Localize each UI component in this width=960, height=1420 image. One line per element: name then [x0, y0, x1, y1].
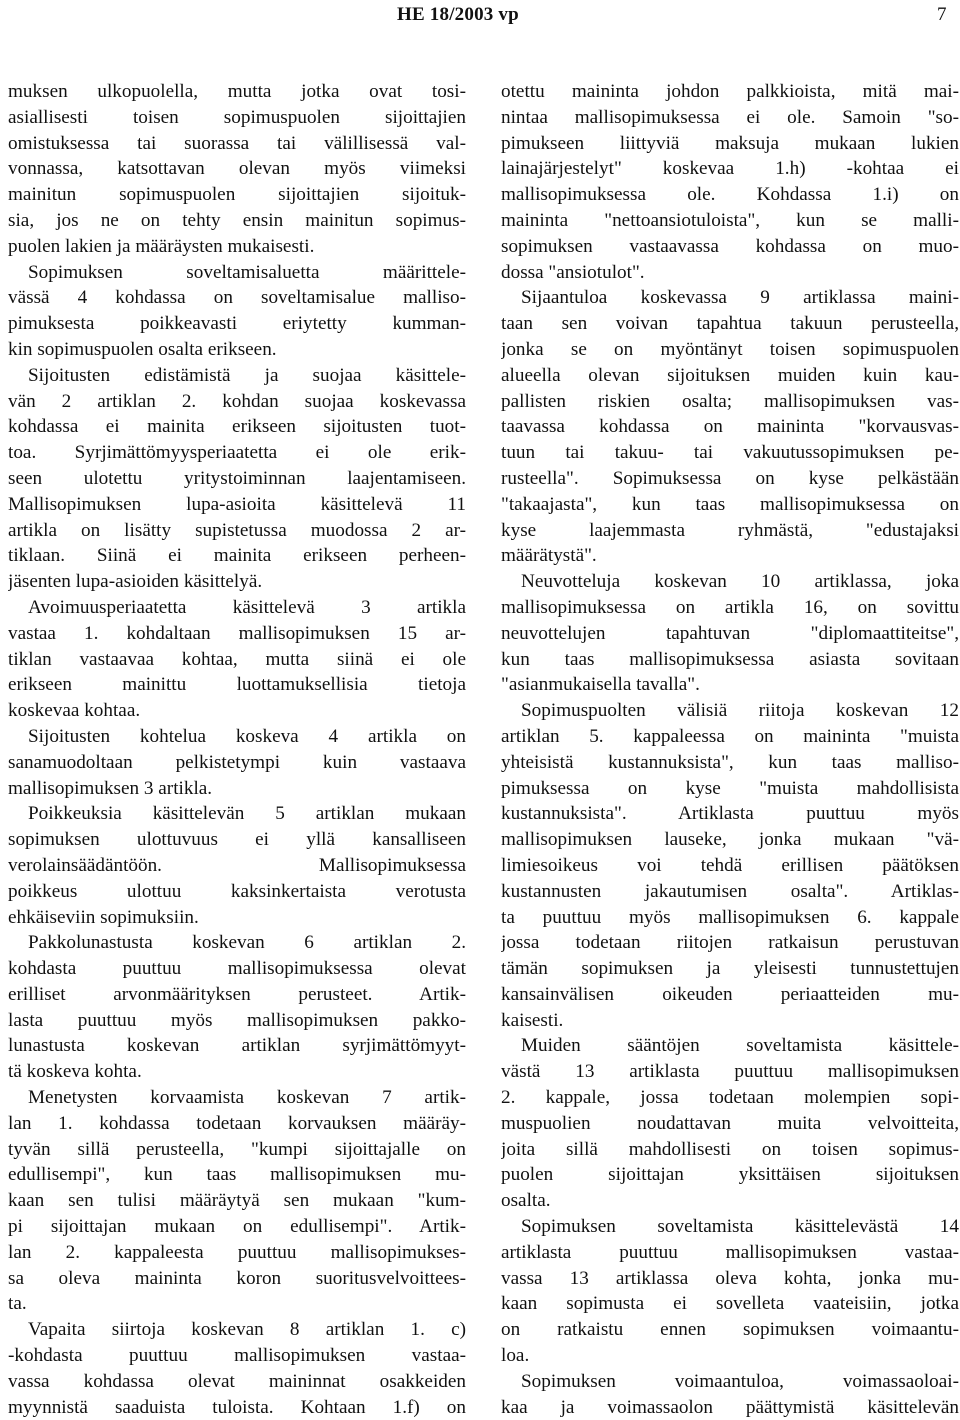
text-line: pimuksesta poikkeavasti eriytetty kumman-: [8, 313, 466, 335]
text-line: kohdassa ei mainita erikseen sijoitusten tuot-: [8, 416, 466, 438]
text-line: Sijoitusten kohtelua koskeva 4 artikla on: [28, 725, 466, 747]
document-id: HE 18/2003 vp: [397, 4, 519, 25]
text-line: mainitun sopimuspuolen sijoittajien sijoituk-: [8, 184, 466, 206]
text-line: ehkäiseviin sopimuksiin.: [8, 906, 199, 928]
text-line: seen ulotettu yritystoiminnan laajentamiseen.: [8, 467, 466, 489]
text-line: puolen lakien ja määräysten mukaisesti.: [8, 235, 315, 257]
text-line: rusteella". Sopimuksessa on kyse pelkästään: [501, 467, 959, 489]
text-line: tyvän sillä perusteella, "kumpi sijoittajalle on: [8, 1138, 466, 1160]
text-line: taavassa kohdassa on maininta "korvausvas-: [501, 416, 959, 438]
text-line: määrätystä".: [501, 545, 597, 567]
text-line: kaan sen tulisi määräytyä sen mukaan "kum-: [8, 1190, 466, 1212]
text-line: kustannusten jakautumisen osalta". Artiklas-: [501, 880, 959, 902]
text-line: artiklan 5. kappaleessa on maininta "muista: [501, 725, 959, 747]
text-line: kaisesti.: [501, 1009, 564, 1031]
text-line: sopimuksen vastaavassa kohdassa on muo-: [501, 235, 959, 257]
text-line: pimuksessa on kyse "muista mahdollisista: [501, 777, 959, 799]
text-line: tiklan vastaavaa kohtaa, mutta siinä ei ole: [8, 648, 466, 670]
text-line: asiallisesti toisen sopimuspuolen sijoittajien: [8, 106, 466, 128]
text-line: 2. kappale, jossa todetaan molempien sopi-: [501, 1087, 959, 1109]
text-line: lunastusta koskevan artiklan syrjimättömyyt-: [8, 1035, 466, 1057]
text-line: tuun tai takuu- tai vakuutussopimuksen pe-: [501, 442, 959, 464]
text-line: yhteisistä kustannuksista", kun taas malliso-: [501, 751, 959, 773]
text-line: Sopimuksen soveltamisaluetta määrittele-: [28, 261, 466, 283]
page-number: 7: [937, 4, 947, 25]
text-line: kaan sopimusta ei sovelleta vaateisiin, jotka: [501, 1293, 959, 1315]
text-line: artiklasta puuttuu mallisopimuksen vastaa-: [501, 1241, 959, 1263]
text-line: vassa kohdassa olevat maininnat osakkeiden: [8, 1370, 466, 1392]
text-line: lainajärjestelyt" koskevaa 1.h) -kohtaa ei: [501, 158, 959, 180]
text-line: mallisopimuksessa on artikla 16, on sovittu: [501, 596, 959, 618]
text-line: toa. Syrjimättömyysperiaatetta ei ole erik-: [8, 442, 466, 464]
text-line: erilliset arvonmäärityksen perusteet. Artik-: [8, 983, 466, 1005]
text-line: Vapaita siirtoja koskevan 8 artiklan 1. c): [28, 1319, 466, 1341]
text-line: Poikkeuksia käsittelevän 5 artiklan mukaan: [28, 803, 466, 825]
text-line: -kohdasta puuttuu mallisopimuksen vastaa-: [8, 1345, 466, 1367]
text-line: jonka se on myöntänyt toisen sopimuspuolen: [501, 338, 959, 360]
text-line: tä koskeva kohta.: [8, 1061, 142, 1083]
text-line: taan sen voivan tapahtua takuun perusteella,: [501, 313, 959, 335]
text-line: verolainsäädäntöön. Mallisopimuksessa: [8, 854, 466, 876]
text-line: Mallisopimuksen lupa-asioita käsittelevä 11: [8, 493, 466, 515]
text-line: Menetysten korvaamista koskevan 7 artik-: [28, 1087, 466, 1109]
text-line: Sijoitusten edistämistä ja suojaa käsittele-: [28, 364, 466, 386]
text-line: erikseen mainittu luottamuksellisia tietoja: [8, 674, 466, 696]
text-line: vässä 4 kohdassa on soveltamisalue malliso-: [8, 287, 466, 309]
text-line: västä 13 artiklasta puuttuu mallisopimuksen: [501, 1061, 959, 1083]
text-line: vastaa 1. kohdaltaan mallisopimuksen 15 ar-: [8, 622, 466, 644]
text-line: pi sijoittajan mukaan on edullisempi". Artik-: [8, 1216, 466, 1238]
text-line: mallisopimuksessa ole. Kohdassa 1.i) on: [501, 184, 959, 206]
text-line: on ratkaistu ennen sopimuksen voimaantu-: [501, 1319, 959, 1341]
text-line: sopimuksen ulottuvuus ei yllä kansalliseen: [8, 829, 466, 851]
text-line: pimukseen liittyviä maksuja mukaan lukien: [501, 132, 959, 154]
text-line: omistuksessa tai suorassa tai välillisessä val-: [8, 132, 466, 154]
text-line: kun taas mallisopimuksessa asiasta sovitaan: [501, 648, 959, 670]
text-line: koskevaa kohtaa.: [8, 700, 141, 722]
text-line: sia, jos ne on tehty ensin mainitun sopimus-: [8, 209, 466, 231]
text-line: "asianmukaisella tavalla".: [501, 674, 700, 696]
text-line: otettu maininta johdon palkkioista, mitä mai-: [501, 81, 959, 102]
text-line: muspuolien noudattavan muita velvoitteita,: [501, 1112, 959, 1134]
text-line: ta.: [8, 1293, 27, 1315]
text-line: ta puuttuu myös mallisopimuksen 6. kappale: [501, 906, 959, 928]
text-line: kohdasta puuttuu mallisopimuksessa olevat: [8, 958, 466, 980]
text-line: nintaa mallisopimuksessa ei ole. Samoin "so-: [501, 106, 959, 128]
text-line: Pakkolunastusta koskevan 6 artiklan 2.: [28, 932, 466, 954]
text-line: muksen ulkopuolella, mutta jotka ovat tosi-: [8, 81, 466, 102]
text-line: "takaajasta", kun taas mallisopimuksessa on: [501, 493, 959, 515]
text-line: Sijaantuloa koskevassa 9 artiklassa maini-: [521, 287, 959, 309]
text-line: tämän sopimuksen ja yleisesti tunnustettujen: [501, 958, 959, 980]
text-line: alueella olevan sijoituksen muiden kuin kau-: [501, 364, 959, 386]
text-line: lan 1. kohdassa todetaan korvauksen määräy-: [8, 1112, 466, 1134]
text-line: vonnassa, katsottavan olevan myös viimeksi: [8, 158, 466, 180]
text-line: puolen sijoittajan yksittäisen sijoituksen: [501, 1164, 959, 1186]
text-line: tiklaan. Siinä ei mainita erikseen perheen-: [8, 545, 466, 567]
text-line: Muiden sääntöjen soveltamista käsittele-: [521, 1035, 959, 1057]
text-line: kin sopimuspuolen osalta erikseen.: [8, 338, 277, 360]
text-line: lasta puuttuu myös mallisopimuksen pakko-: [8, 1009, 466, 1031]
text-line: maininta "nettoansiotuloista", kun se malli-: [501, 209, 959, 231]
text-line: myynnistä saaduista tuloista. Kohtaan 1.f) on: [8, 1396, 466, 1418]
text-line: vassa 13 artiklassa oleva kohta, jonka mu-: [501, 1267, 959, 1289]
text-line: Avoimuusperiaatetta käsittelevä 3 artikla: [28, 596, 466, 618]
page-header: [0, 0, 960, 36]
text-line: kustannuksista". Artiklasta puuttuu myös: [501, 803, 959, 825]
text-line: vän 2 artiklan 2. kohdan suojaa koskevassa: [8, 390, 466, 412]
text-line: dossa "ansiotulot".: [501, 261, 645, 283]
text-line: jäsenten lupa-asioiden käsittelyä.: [8, 571, 263, 593]
text-line: osalta.: [501, 1190, 551, 1212]
text-line: sa oleva maininta koron suoritusvelvoittees-: [8, 1267, 466, 1289]
text-line: artikla on lisätty supistetussa muodossa 2 ar-: [8, 519, 466, 541]
text-line: sanamuodoltaan pelkistetympi kuin vastaava: [8, 751, 466, 773]
text-line: joita sillä mahdollisesti on toisen sopimus-: [501, 1138, 959, 1160]
text-line: Sopimuspuolten välisiä riitoja koskevan 12: [521, 700, 959, 722]
text-line: kyse laajemmasta ryhmästä, "edustajaksi: [501, 519, 959, 541]
right-column: [501, 79, 959, 1420]
text-line: poikkeus ulottuu kaksinkertaista verotusta: [8, 880, 466, 902]
text-line: mallisopimuksen 3 artikla.: [8, 777, 213, 799]
text-line: kaa ja voimassaolon päättymistä käsittelevän: [501, 1396, 959, 1418]
text-line: kansainvälisen oikeuden periaatteiden mu-: [501, 983, 959, 1005]
text-line: limiesoikeus voi tehdä erillisen päätöksen: [501, 854, 959, 876]
text-line: Sopimuksen soveltamista käsittelevästä 14: [521, 1216, 959, 1238]
text-line: Neuvotteluja koskevan 10 artiklassa, joka: [521, 571, 959, 593]
text-line: pallisten riskien osalta; mallisopimuksen vas-: [501, 390, 959, 412]
left-column: [8, 79, 466, 1420]
text-line: edullisempi", kun taas mallisopimuksen mu-: [8, 1164, 466, 1186]
text-line: jossa todetaan riitojen ratkaisun perustuvan: [501, 932, 959, 954]
text-line: mallisopimuksen lauseke, jonka mukaan "vä-: [501, 829, 959, 851]
text-line: neuvottelujen tapahtuvan "diplomaattiteitse",: [501, 622, 959, 644]
text-line: lan 2. kappaleesta puuttuu mallisopimukses-: [8, 1241, 466, 1263]
text-line: loa.: [501, 1345, 530, 1367]
text-line: Sopimuksen voimaantuloa, voimassaoloai-: [521, 1370, 959, 1392]
